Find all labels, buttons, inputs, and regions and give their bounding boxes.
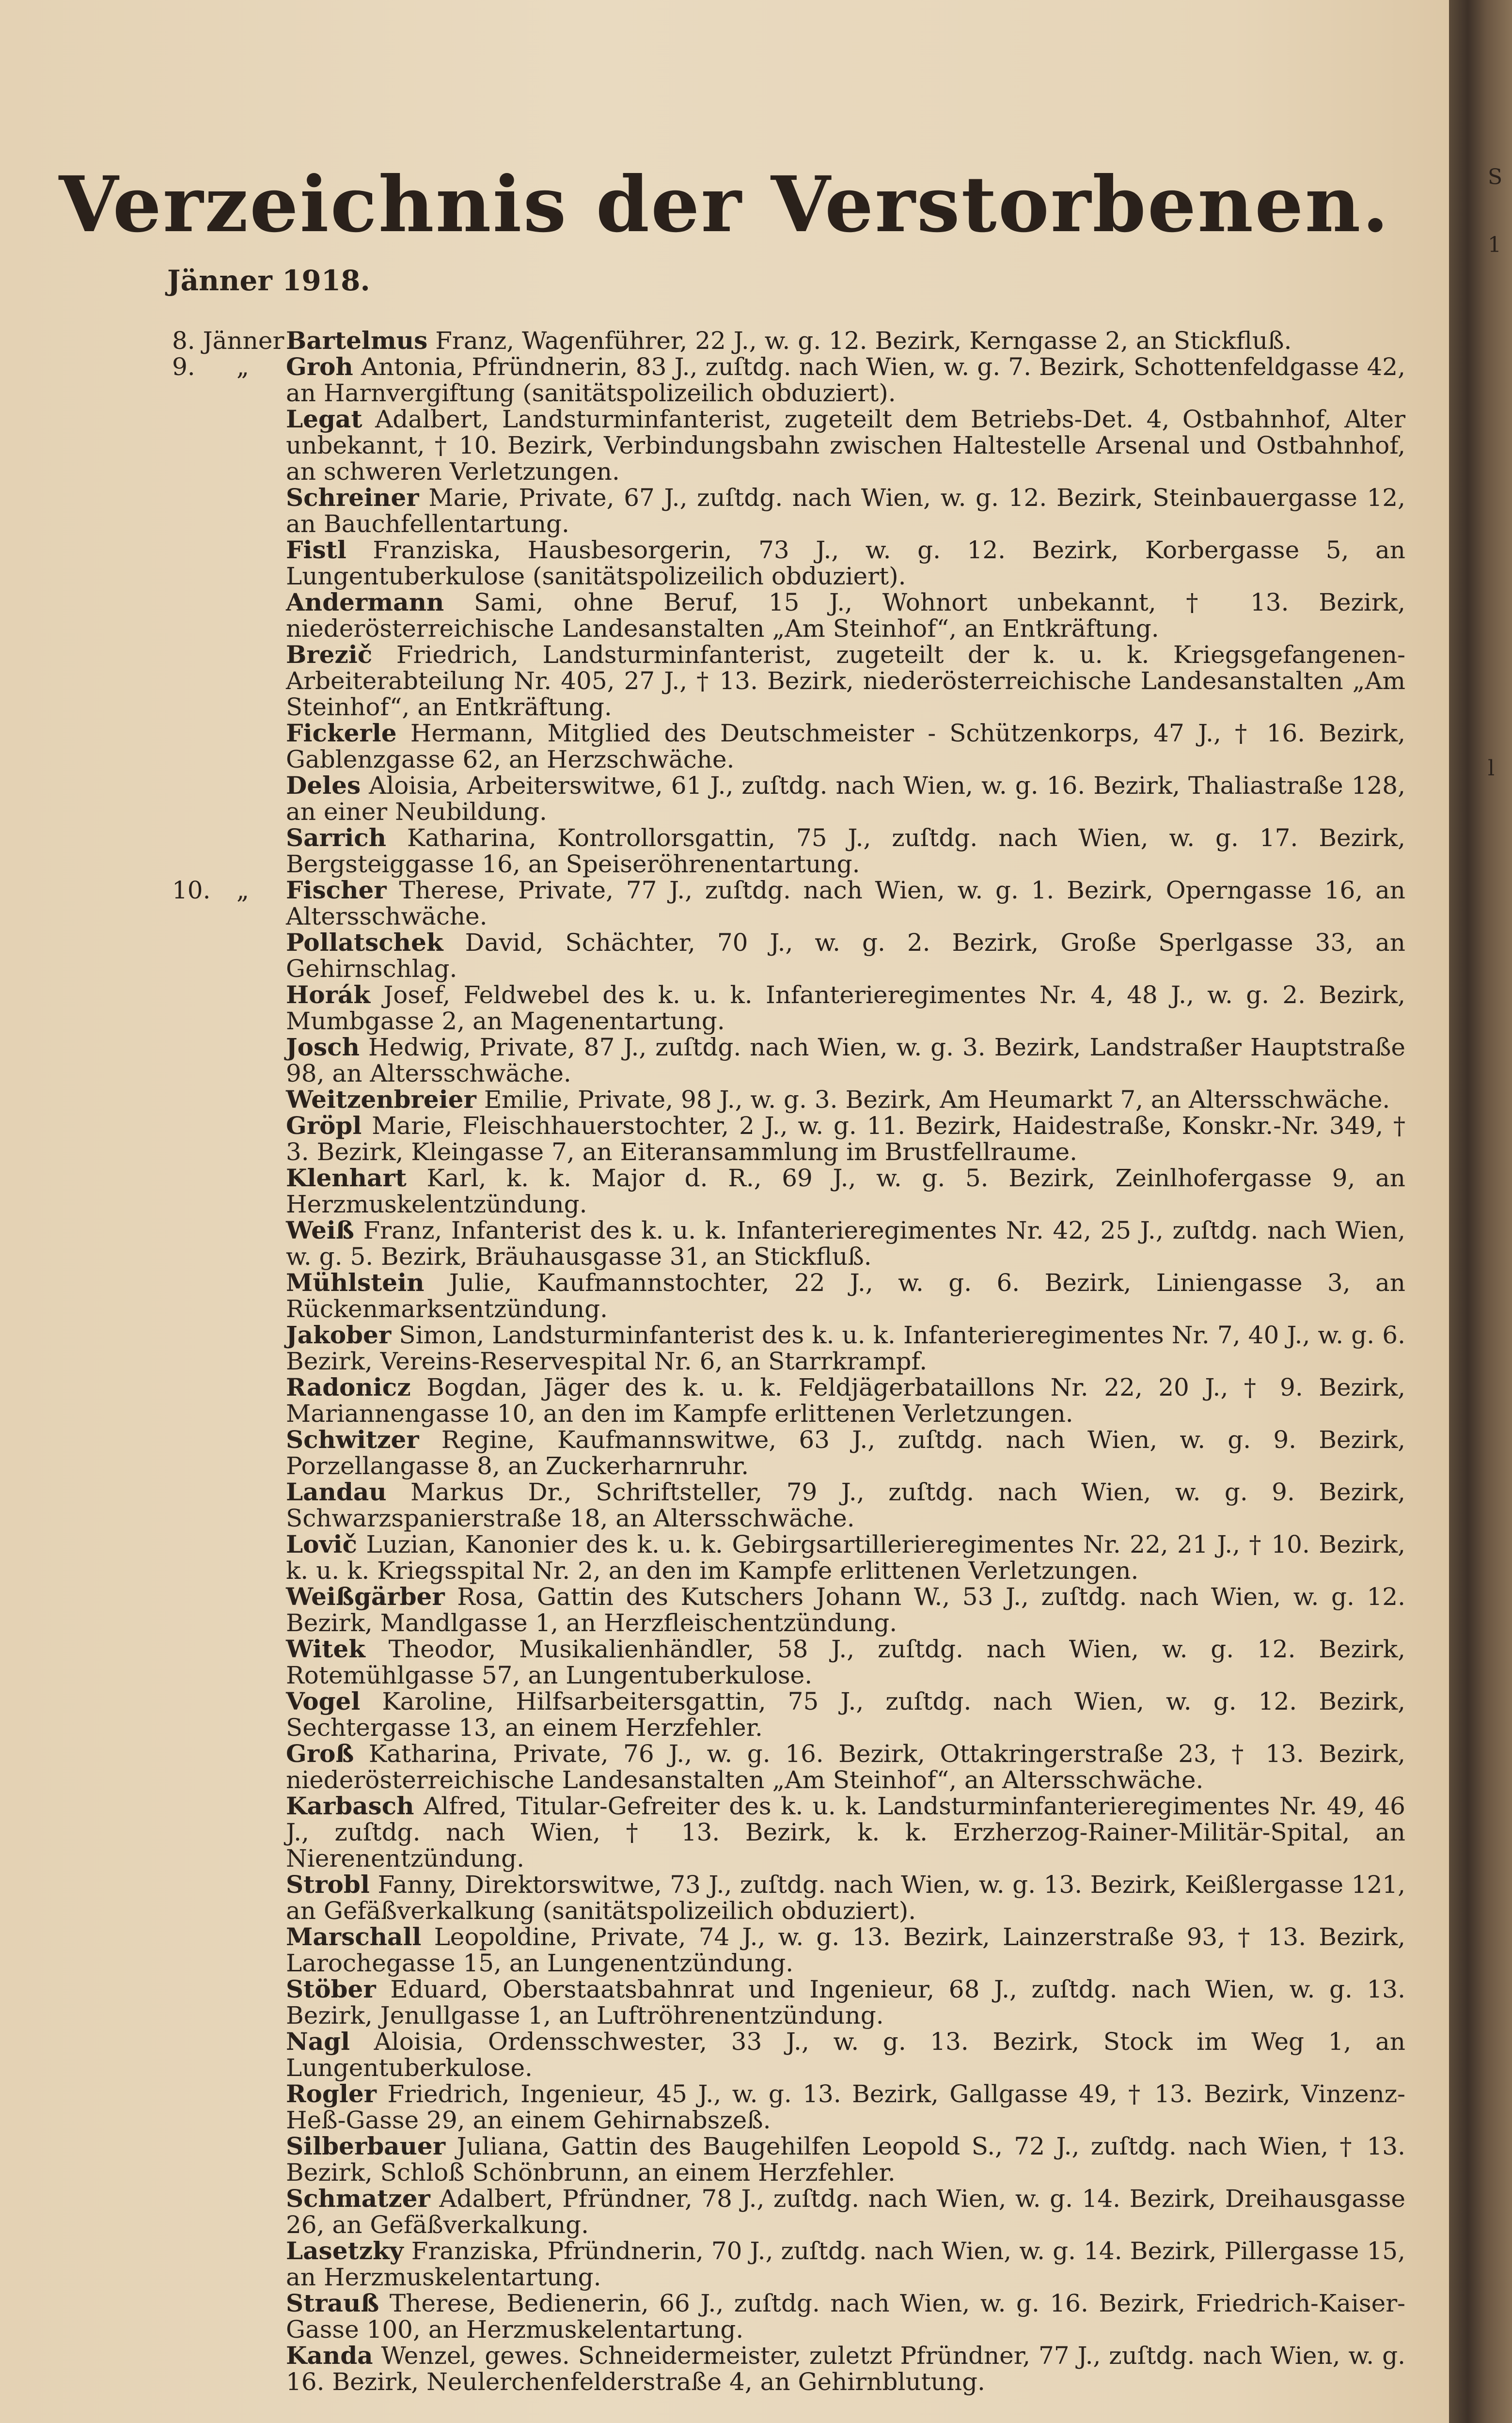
list-item: [0, 1741, 1449, 1793]
list-item: [0, 2290, 1449, 2343]
entry-body: [286, 2133, 1405, 2186]
list-item: [0, 982, 1449, 1034]
entry-body: [286, 328, 1405, 354]
entry-text: Friedrich, Ingenieur, 45 J., w. g. 13. Bezirk, Gallgasse 49, † 13. Bezirk, Vinzenz-Heß-Gasse 29, an einem Gehirnabszeß.: [286, 2080, 1405, 2134]
list-item: [0, 328, 1449, 354]
list-item: [0, 2081, 1449, 2133]
entry-ditto: „: [236, 876, 249, 904]
entry-text: Aloisia, Ordensschwester, 33 J., w. g. 13. Bezirk, Stock im Weg 1, an Lungentuberkulose.: [286, 2028, 1405, 2082]
list-item: [0, 1086, 1449, 1113]
entry-text: Franziska, Pfründnerin, 70 J., zuſtdg. nach Wien, w. g. 14. Bezirk, Pillergasse 15, an Herzmuskelentartung.: [286, 2237, 1405, 2291]
entry-body: [286, 1270, 1405, 1322]
list-item: [0, 2186, 1449, 2238]
entry-body: [286, 1741, 1405, 1793]
entry-surname: Klenhart: [286, 1164, 407, 1192]
entry-body: [286, 1034, 1405, 1086]
list-item: [0, 2029, 1449, 2081]
entry-text: Franz, Wagenführer, 22 J., w. g. 12. Bezirk, Kerngasse 2, an Stickfluß.: [435, 327, 1292, 355]
page-title: Verzeichnis der Verstorbenen.: [59, 160, 1390, 250]
entry-text: Rosa, Gattin des Kutschers Johann W., 53 J., zuſtdg. nach Wien, w. g. 12. Bezirk, Mandlgasse 1, an Herzfleischentzündung.: [286, 1583, 1405, 1637]
list-item: [0, 1374, 1449, 1427]
entry-text: Marie, Private, 67 J., zuſtdg. nach Wien, w. g. 12. Bezirk, Steinbauergasse 12, an Bauchfellentartung.: [286, 484, 1405, 538]
entry-body: [286, 1217, 1405, 1270]
list-item: [0, 1113, 1449, 1165]
list-item: [0, 720, 1449, 772]
list-item: [0, 537, 1449, 589]
entry-surname: Rogler: [286, 2079, 377, 2108]
list-item: [0, 825, 1449, 877]
entry-body: [286, 929, 1405, 982]
entry-date: 9.: [172, 353, 195, 381]
list-item: [0, 1270, 1449, 1322]
list-item: [0, 406, 1449, 485]
entry-body: [286, 642, 1405, 720]
list-item: [0, 1531, 1449, 1584]
entry-surname: Fischer: [286, 876, 387, 904]
list-item: [0, 1584, 1449, 1636]
entry-surname: Bartelmus: [286, 326, 428, 355]
entry-body: [286, 1086, 1405, 1113]
entry-body: [286, 1531, 1405, 1584]
entry-text: Theodor, Musikalienhändler, 58 J., zuſtdg. nach Wien, w. g. 12. Bezirk, Rotemühlgasse 57, an Lungentuberkulose.: [286, 1635, 1405, 1689]
entry-body: [286, 982, 1405, 1034]
entry-surname: Radonicz: [286, 1373, 411, 1401]
entry-text: Therese, Private, 77 J., zuſtdg. nach Wien, w. g. 1. Bezirk, Operngasse 16, an Altersschwäche.: [286, 876, 1405, 930]
entry-surname: Lasetzky: [286, 2236, 404, 2265]
entry-surname: Witek: [286, 1635, 365, 1663]
entry-text: Aloisia, Arbeiterswitwe, 61 J., zuſtdg. nach Wien, w. g. 16. Bezirk, Thaliastraße 128, an einer Neubildung.: [286, 771, 1405, 826]
entry-surname: Sarrich: [286, 823, 386, 852]
month-heading: Jänner 1918.: [167, 264, 370, 297]
entry-surname: Schmatzer: [286, 2184, 430, 2213]
entry-date: 10.: [172, 876, 211, 904]
entry-text: Karl, k. k. Major d. R., 69 J., w. g. 5. Bezirk, Zeinlhofergasse 9, an Herzmuskelentzündung.: [286, 1164, 1405, 1218]
entry-surname: Fickerle: [286, 719, 397, 747]
entry-surname: Fistl: [286, 535, 346, 564]
entry-text: David, Schächter, 70 J., w. g. 2. Bezirk, Große Sperlgasse 33, an Gehirnschlag.: [286, 928, 1405, 983]
entry-text: Therese, Bedienerin, 66 J., zuſtdg. nach Wien, w. g. 16. Bezirk, Friedrich-Kaiser-Gasse 100, an Herzmuskelentartung.: [286, 2289, 1405, 2344]
list-item: [0, 1427, 1449, 1479]
list-item: [0, 1034, 1449, 1086]
entry-surname: Karbasch: [286, 1792, 414, 1820]
entry-surname: Vogel: [286, 1687, 361, 1715]
list-item: [0, 772, 1449, 825]
entry-body: [286, 2186, 1405, 2238]
entry-body: [286, 877, 1405, 929]
entry-surname: Weiß: [286, 1216, 354, 1244]
entry-text: Karoline, Hilfsarbeitersgattin, 75 J., zuſtdg. nach Wien, w. g. 12. Bezirk, Sechtergasse 13, an einem Herzfehler.: [286, 1687, 1405, 1742]
entry-text: Emilie, Private, 98 J., w. g. 3. Bezirk, Am Heumarkt 7, an Altersschwäche.: [484, 1086, 1390, 1114]
entry-body: [286, 2081, 1405, 2133]
entry-surname: Brezič: [286, 640, 373, 669]
entry-body: [286, 1113, 1405, 1165]
entry-surname: Silberbauer: [286, 2132, 446, 2160]
list-item: [0, 1688, 1449, 1741]
entry-surname: Weitzenbreier: [286, 1085, 476, 1114]
entry-text: Josef, Feldwebel des k. u. k. Infanterieregimentes Nr. 4, 48 J., w. g. 2. Bezirk, Mumbgasse 2, an Magenentartung.: [286, 981, 1405, 1035]
entry-text: Simon, Landsturminfanterist des k. u. k. Infanterieregimentes Nr. 7, 40 J., w. g. 6. Bezirk, Vereins-Reservespital Nr. 6, an Starrkrampf.: [286, 1321, 1405, 1375]
entry-surname: Legat: [286, 405, 362, 433]
entry-body: [286, 1165, 1405, 1217]
list-item: [0, 1872, 1449, 1924]
entry-text: Eduard, Oberstaatsbahnrat und Ingenieur, 68 J., zuſtdg. nach Wien, w. g. 13. Bezirk, Jenullgasse 1, an Luftröhrenentzündung.: [286, 1975, 1405, 2030]
list-item: [0, 1793, 1449, 1872]
entry-body: [286, 1322, 1405, 1374]
entry-surname: Stöber: [286, 1975, 376, 2003]
entry-text: Franziska, Hausbesorgerin, 73 J., w. g. 12. Bezirk, Korbergasse 5, an Lungentuberkulose (sanitätspolizeilich obduziert).: [286, 536, 1405, 590]
list-item: [0, 642, 1449, 720]
entries-list: [0, 328, 1449, 2395]
entry-text: Markus Dr., Schriftsteller, 79 J., zuſtdg. nach Wien, w. g. 9. Bezirk, Schwarzspanierstraße 18, an Altersschwäche.: [286, 1478, 1405, 1532]
entry-body: [286, 537, 1405, 589]
list-item: [0, 485, 1449, 537]
entry-surname: Schwitzer: [286, 1425, 419, 1454]
entry-surname: Schreiner: [286, 483, 419, 512]
entry-text: Marie, Fleischhauerstochter, 2 J., w. g. 11. Bezirk, Haidestraße, Konskr.-Nr. 349, † 3. Bezirk, Kleingasse 7, an Eiteransammlung im Brustfellraume.: [286, 1112, 1405, 1166]
entry-body: [286, 406, 1405, 485]
entry-surname: Weißgärber: [286, 1582, 445, 1611]
entry-surname: Jakober: [286, 1321, 392, 1349]
list-item: [0, 1924, 1449, 1976]
entry-surname: Josch: [286, 1033, 360, 1061]
list-item: [0, 2343, 1449, 2395]
edge-marks: [1483, 0, 1512, 2423]
entry-text: Wenzel, gewes. Schneidermeister, zuletzt Pfründner, 77 J., zuſtdg. nach Wien, w. g. 16. Bezirk, Neulerchenfelderstraße 4, an Gehirnblutung.: [286, 2342, 1405, 2396]
entry-text: Bogdan, Jäger des k. u. k. Feldjägerbataillons Nr. 22, 20 J., † 9. Bezirk, Mariannengasse 10, an den im Kampfe erlittenen Verletzungen.: [286, 1373, 1405, 1428]
edge-mark: S: [1488, 165, 1503, 189]
entry-ditto: „: [236, 353, 249, 381]
list-item: [0, 1479, 1449, 1531]
entry-surname: Deles: [286, 771, 361, 800]
entry-body: [286, 2290, 1405, 2343]
entry-surname: Gröpl: [286, 1111, 362, 1140]
entry-text: Alfred, Titular-Gefreiter des k. u. k. Landsturminfanterieregimentes Nr. 49, 46 J., zuſtdg. nach Wien, † 13. Bezirk, k. k. Erzherzog-Rainer-Militär-Spital, an Nierenentzündung.: [286, 1792, 1405, 1872]
entry-text: Sami, ohne Beruf, 15 J., Wohnort unbekannt, † 13. Bezirk, niederösterreichische Landesanstalten „Am Steinhof“, an Entkräftung.: [286, 588, 1405, 643]
entry-body: [286, 720, 1405, 772]
entry-text: Luzian, Kanonier des k. u. k. Gebirgsartillerieregimentes Nr. 22, 21 J., † 10. Bezirk, k. u. k. Kriegsspital Nr. 2, an den im Kampfe erlittenen Verletzungen.: [286, 1530, 1405, 1585]
entry-surname: Strauß: [286, 2289, 379, 2317]
entry-text: Franz, Infanterist des k. u. k. Infanterieregimentes Nr. 42, 25 J., zuſtdg. nach Wien, w. g. 5. Bezirk, Bräuhausgasse 31, an Stickfluß.: [286, 1216, 1405, 1271]
entry-surname: Kanda: [286, 2341, 373, 2370]
list-item: [0, 1322, 1449, 1374]
entry-body: [286, 2238, 1405, 2290]
list-item: [0, 1165, 1449, 1217]
entry-text: Katharina, Kontrollorsgattin, 75 J., zuſtdg. nach Wien, w. g. 17. Bezirk, Bergsteiggasse 16, an Speiseröhrenentartung.: [286, 824, 1405, 878]
entry-surname: Lovič: [286, 1530, 357, 1558]
entry-surname: Andermann: [286, 588, 444, 616]
list-item: [0, 929, 1449, 982]
entry-text: Julie, Kaufmannstochter, 22 J., w. g. 6. Bezirk, Liniengasse 3, an Rückenmarksentzündung.: [286, 1269, 1405, 1323]
entry-body: [286, 1688, 1405, 1741]
list-item: [0, 1217, 1449, 1270]
entry-surname: Pollatschek: [286, 928, 443, 957]
entry-surname: Horák: [286, 980, 370, 1009]
entry-body: [286, 1584, 1405, 1636]
list-item: [0, 1976, 1449, 2029]
edge-mark: 1: [1488, 233, 1501, 257]
edge-mark: l: [1488, 756, 1495, 781]
entry-body: [286, 825, 1405, 877]
entry-body: [286, 2029, 1405, 2081]
entry-surname: Landau: [286, 1478, 387, 1506]
list-item: [0, 589, 1449, 642]
entry-body: [286, 772, 1405, 825]
entry-body: [286, 2343, 1405, 2395]
entry-surname: Marschall: [286, 1922, 422, 1951]
entry-text: Adalbert, Pfründner, 78 J., zuſtdg. nach Wien, w. g. 14. Bezirk, Dreihausgasse 26, an Gefäßverkalkung.: [286, 2185, 1405, 2239]
entry-body: [286, 1427, 1405, 1479]
list-item: [0, 2238, 1449, 2290]
entry-body: [286, 1924, 1405, 1976]
entry-date: 8. Jänner: [172, 327, 284, 355]
entry-surname: Mühlstein: [286, 1268, 425, 1297]
entry-text: Hedwig, Private, 87 J., zuſtdg. nach Wien, w. g. 3. Bezirk, Landstraßer Hauptstraße 98, an Altersschwäche.: [286, 1033, 1405, 1087]
entry-surname: Strobl: [286, 1870, 370, 1899]
entry-body: [286, 1479, 1405, 1531]
entry-surname: Nagl: [286, 2027, 350, 2056]
entry-body: [286, 354, 1405, 406]
entry-text: Juliana, Gattin des Baugehilfen Leopold S., 72 J., zuſtdg. nach Wien, † 13. Bezirk, Schloß Schönbrunn, an einem Herzfehler.: [286, 2132, 1405, 2187]
list-item: [0, 354, 1449, 406]
entry-text: Fanny, Direktorswitwe, 73 J., zuſtdg. nach Wien, w. g. 13. Bezirk, Keißlergasse 121, an Gefäßverkalkung (sanitätspolizeilich obduziert).: [286, 1871, 1405, 1925]
entry-body: [286, 1872, 1405, 1924]
entry-body: [286, 1374, 1405, 1427]
entry-body: [286, 485, 1405, 537]
entry-text: Friedrich, Landsturminfanterist, zugeteilt der k. u. k. Kriegsgefangenen-Arbeiterabteilung Nr. 405, 27 J., † 13. Bezirk, niederösterreichische Landesanstalten „Am Steinhof“, an Entkräftung.: [286, 641, 1405, 721]
entry-text: Katharina, Private, 76 J., w. g. 16. Bezirk, Ottakringerstraße 23, † 13. Bezirk, niederösterreichische Landesanstalten „Am Steinhof“, an Altersschwäche.: [286, 1740, 1405, 1794]
list-item: [0, 1636, 1449, 1688]
list-item: [0, 2133, 1449, 2186]
list-item: [0, 877, 1449, 929]
entry-body: [286, 1976, 1405, 2029]
entry-text: Leopoldine, Private, 74 J., w. g. 13. Bezirk, Lainzerstraße 93, † 13. Bezirk, Larochegasse 15, an Lungenentzündung.: [286, 1923, 1405, 1977]
entry-surname: Groh: [286, 352, 353, 381]
entry-text: Adalbert, Landsturminfanterist, zugeteilt dem Betriebs-Det. 4, Ostbahnhof, Alter unbekannt, † 10. Bezirk, Verbindungsbahn zwischen Haltestelle Arsenal und Ostbahnhof, an schweren Verletzungen.: [286, 405, 1405, 486]
entry-body: [286, 1636, 1405, 1688]
entry-text: Hermann, Mitglied des Deutschmeister - Schützenkorps, 47 J., † 16. Bezirk, Gablenzgasse 62, an Herzschwäche.: [286, 719, 1405, 773]
entry-text: Regine, Kaufmannswitwe, 63 J., zuſtdg. nach Wien, w. g. 9. Bezirk, Porzellangasse 8, an Zuckerharnruhr.: [286, 1426, 1405, 1480]
entry-surname: Groß: [286, 1739, 354, 1768]
entry-body: [286, 589, 1405, 642]
entry-text: Antonia, Pfründnerin, 83 J., zuſtdg. nach Wien, w. g. 7. Bezirk, Schottenfeldgasse 42, an Harnvergiftung (sanitätspolizeilich obduziert).: [286, 353, 1405, 407]
entry-body: [286, 1793, 1405, 1872]
